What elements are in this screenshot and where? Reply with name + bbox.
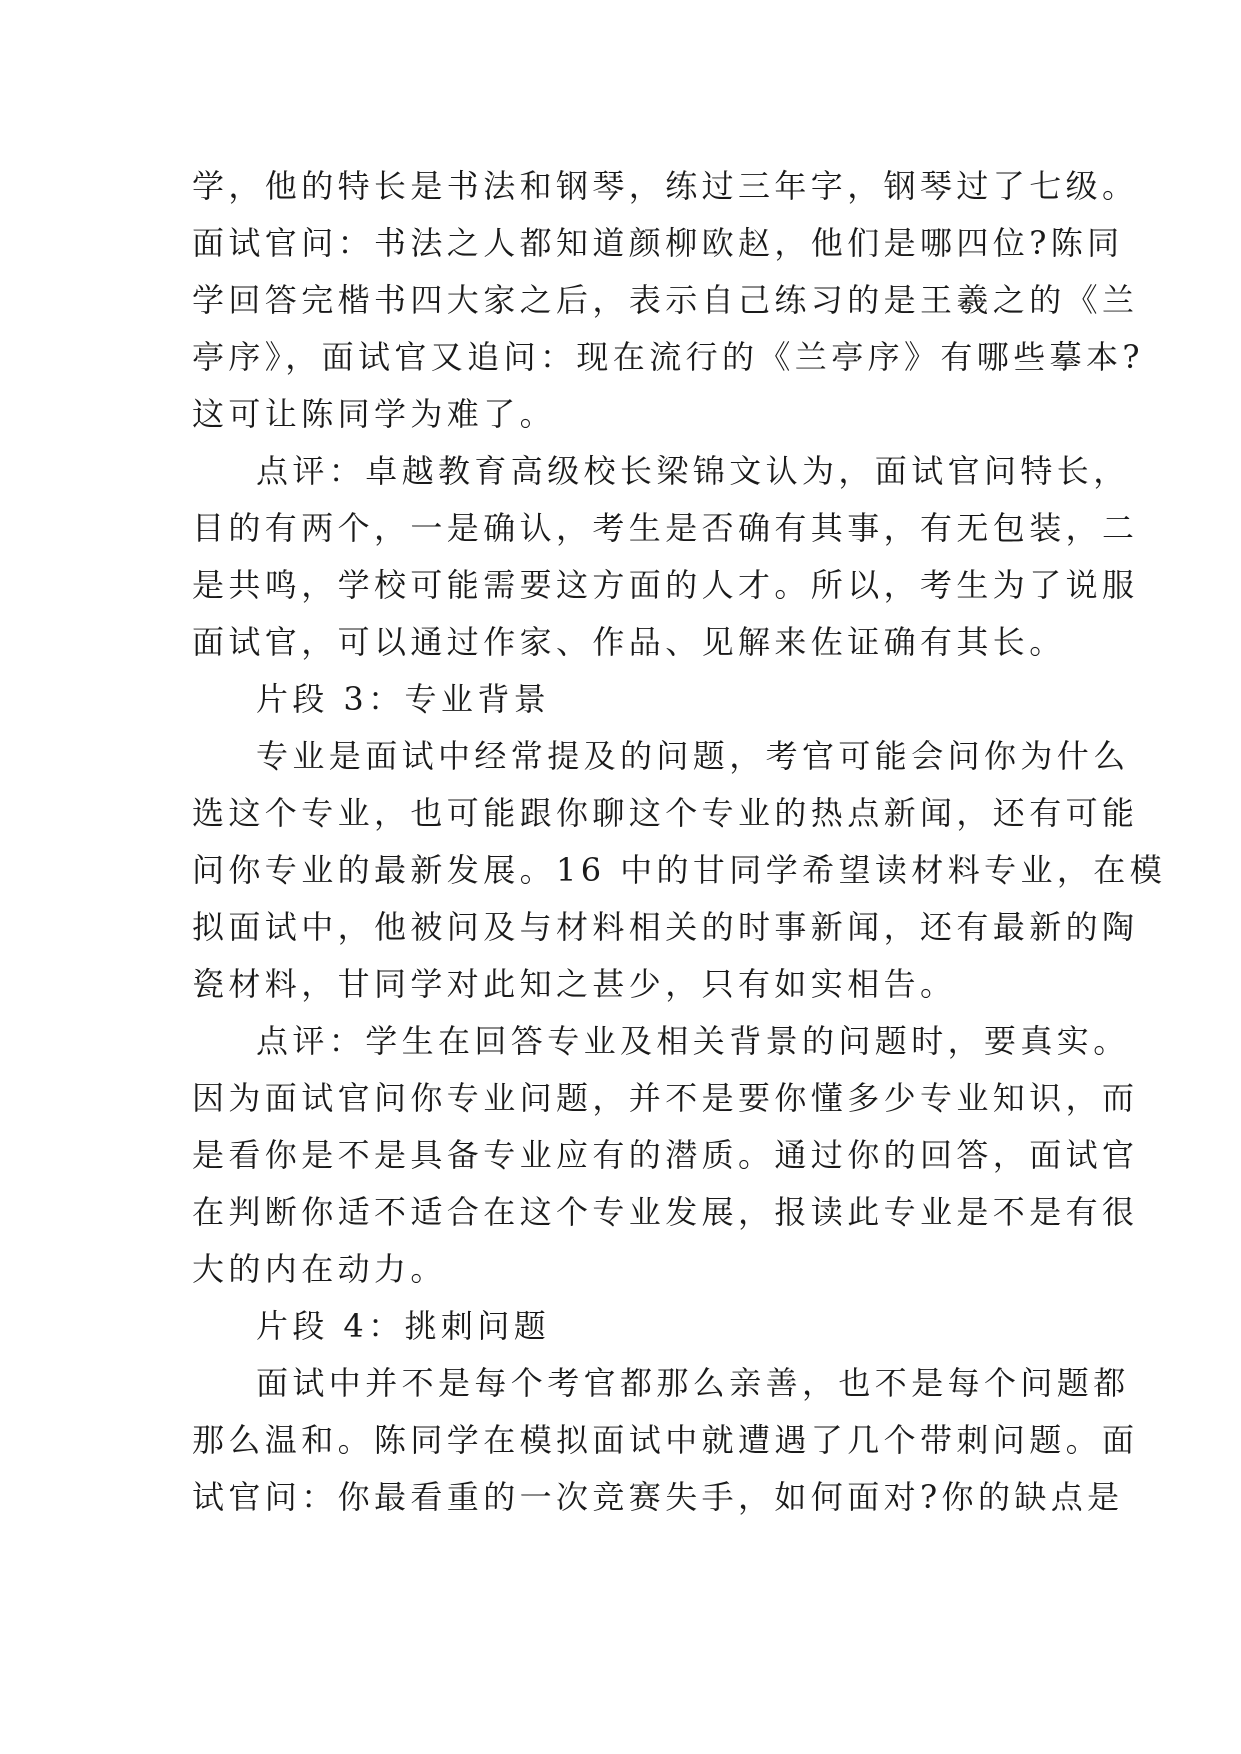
text-line: 这可让陈同学为难了。 (192, 395, 557, 433)
text-line: 那么温和。陈同学在模拟面试中就遭遇了几个带刺问题。面 (192, 1421, 1139, 1459)
text-line: 是共鸣，学校可能需要这方面的人才。所以，考生为了说服 (192, 566, 1139, 604)
text-line: 目的有两个，一是确认，考生是否确有其事，有无包装，二 (192, 509, 1139, 547)
text-line: 在判断你适不适合在这个专业发展，报读此专业是不是有很 (192, 1193, 1139, 1231)
paragraph-start: 点评：卓越教育高级校长梁锦文认为，面试官问特长， (256, 452, 1130, 490)
paragraph-start: 点评：学生在回答专业及相关背景的问题时，要真实。 (256, 1022, 1130, 1060)
section-heading: 片段 4：挑刺问题 (256, 1307, 551, 1345)
text-line: 试官问：你最看重的一次竞赛失手，如何面对?你的缺点是 (192, 1478, 1124, 1516)
text-line: 选这个专业，也可能跟你聊这个专业的热点新闻，还有可能 (192, 794, 1139, 832)
text-line: 是看你是不是具备专业应有的潜质。通过你的回答，面试官 (192, 1136, 1139, 1174)
text-line: 问你专业的最新发展。16 中的甘同学希望读材料专业，在模 (192, 851, 1167, 889)
text-line: 学回答完楷书四大家之后，表示自己练习的是王羲之的《兰 (192, 281, 1139, 319)
text-line: 面试官，可以通过作家、作品、见解来佐证确有其长。 (192, 623, 1066, 661)
text-line: 因为面试官问你专业问题，并不是要你懂多少专业知识，而 (192, 1079, 1139, 1117)
paragraph-start: 专业是面试中经常提及的问题，考官可能会问你为什么 (256, 737, 1130, 775)
text-line: 拟面试中，他被问及与材料相关的时事新闻，还有最新的陶 (192, 908, 1139, 946)
text-line: 学，他的特长是书法和钢琴，练过三年字，钢琴过了七级。 (192, 167, 1139, 205)
text-line: 亭序》，面试官又追问：现在流行的《兰亭序》有哪些摹本? (192, 338, 1144, 376)
text-line: 瓷材料，甘同学对此知之甚少，只有如实相告。 (192, 965, 957, 1003)
text-line: 大的内在动力。 (192, 1250, 447, 1288)
section-heading: 片段 3：专业背景 (256, 680, 551, 718)
text-line: 面试官问：书法之人都知道颜柳欧赵，他们是哪四位?陈同 (192, 224, 1124, 262)
paragraph-start: 面试中并不是每个考官都那么亲善，也不是每个问题都 (256, 1364, 1130, 1402)
